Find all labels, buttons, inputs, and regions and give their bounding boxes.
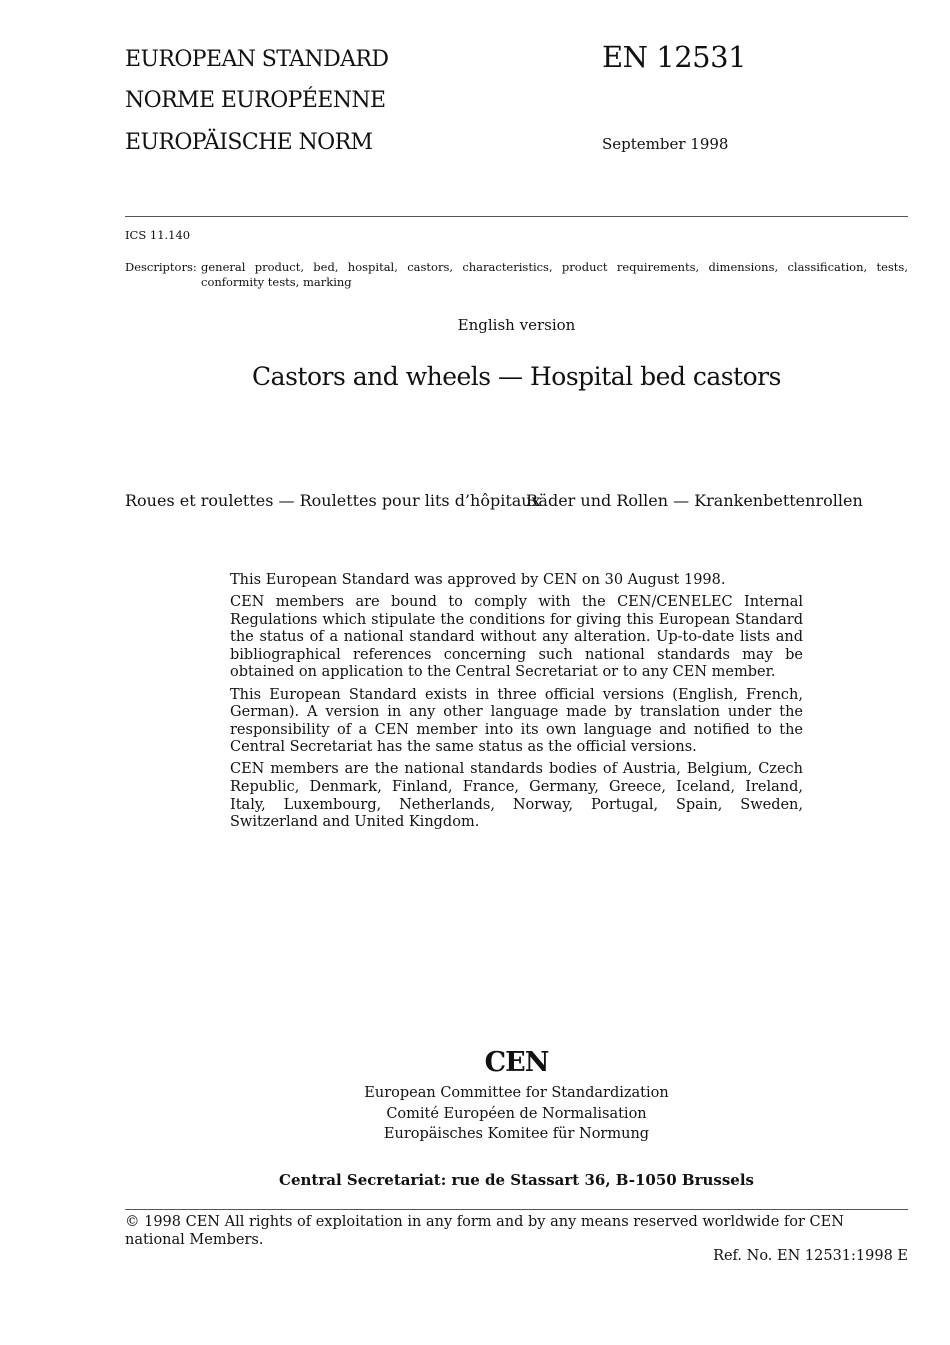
standard-number: EN 12531 <box>602 40 747 74</box>
reference-number: Ref. No. EN 12531:1998 E <box>713 1248 908 1264</box>
notice-paragraph: This European Standard was approved by CEN on 30 August 1998. <box>230 572 726 588</box>
cen-logo: CEN <box>484 1047 549 1078</box>
descriptors-label: Descriptors: <box>125 260 197 274</box>
committee-name-english: European Committee for Standardization <box>364 1085 669 1101</box>
copyright-notice: © 1998 CEN All rights of exploitation in any form and by any means reserved worldwide for CEN national Members. <box>125 1214 844 1248</box>
language-version: English version <box>457 316 576 334</box>
standard-title-french: NORME EUROPÉENNE <box>125 88 386 113</box>
notice-paragraph: This European Standard exists in three official versions (English, French, German). A version in any other language made by translation under the responsibility of a CEN member into its own language and notified to the Central Secretariat has the same status as the official versions. <box>230 686 803 756</box>
standard-title-german: EUROPÄISCHE NORM <box>125 130 373 155</box>
ics-code: ICS 11.140 <box>125 228 191 242</box>
central-secretariat-address: Central Secretariat: rue de Stassart 36, B-1050 Brussels <box>279 1171 754 1189</box>
committee-name-german: Europäisches Komitee für Normung <box>383 1126 650 1142</box>
notice-paragraph: CEN members are bound to comply with the CEN/CENELEC Internal Regulations which stipulate the conditions for giving this European Standard the status of a national standard without any alteration. Up-to-date lists and bibliographical references concerning such national standards may be obtained on application to the Central Secretariat or to any CEN member. <box>230 594 803 681</box>
header-divider <box>125 216 908 217</box>
notice-paragraph: CEN members are the national standards bodies of Austria, Belgium, Czech Republic, Denmark, Finland, France, Germany, Greece, Iceland, Ireland, Italy, Luxembourg, Netherlands, Norway, Portugal, Spain, Sweden, Switzerland and United Kingdom. <box>230 761 803 831</box>
committee-name-french: Comité Européen de Normalisation <box>386 1105 647 1122</box>
standard-title-english: EUROPEAN STANDARD <box>125 47 389 72</box>
french-title: Roues et roulettes — Roulettes pour lits d’hôpitaux <box>125 491 541 510</box>
approval-notice <box>230 572 803 836</box>
footer-divider <box>125 1209 908 1210</box>
document-title: Castors and wheels — Hospital bed castors <box>252 362 781 391</box>
descriptors-text: general product, bed, hospital, castors, characteristics, product requirements, dimensions, classification, tests, conformity tests, marking <box>201 260 908 289</box>
german-title: Räder und Rollen — Krankenbettenrollen <box>526 491 863 510</box>
committee-names <box>125 1083 908 1145</box>
publication-date: September 1998 <box>602 135 729 153</box>
